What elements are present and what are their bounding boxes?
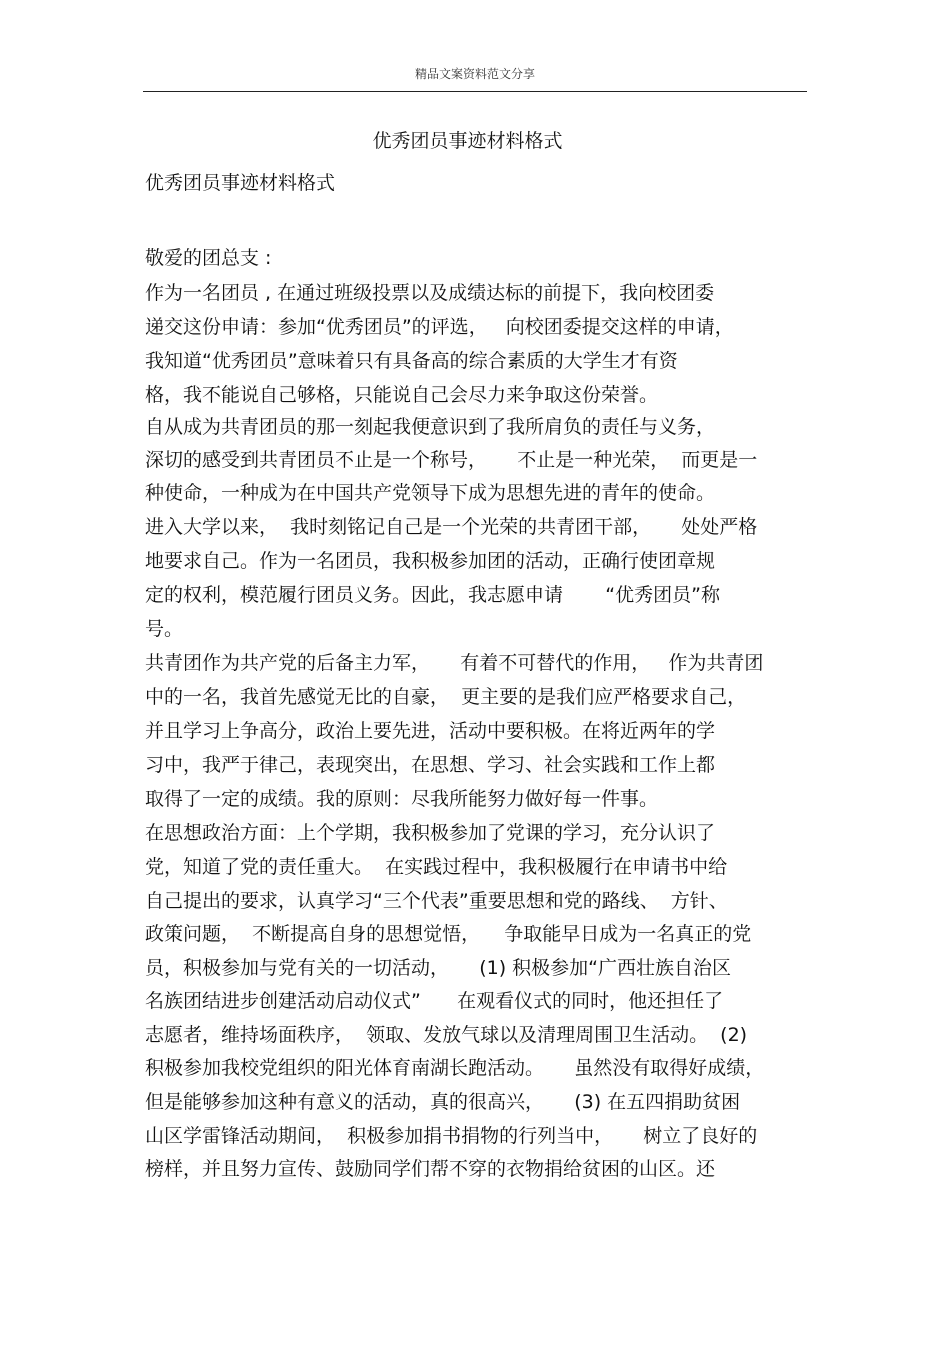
body-line: 定的权利，模范履行团员义务。因此，我志愿申请 “优秀团员”称 <box>145 584 720 606</box>
document-title: 优秀团员事迹材料格式 <box>372 130 563 152</box>
body-line: 敬爱的团总支 : <box>145 247 272 269</box>
body-line: 政策问题， 不断提高自身的思想觉悟， 争取能早日成为一名真正的党 <box>145 923 752 945</box>
body-line: 中的一名，我首先感觉无比的自豪， 更主要的是我们应严格要求自己， <box>145 686 747 708</box>
body-line: 党，知道了党的责任重大。 在实践过程中，我积极履行在申请书中给 <box>145 856 728 878</box>
body-line: 积极参加我校党组织的阳光体育南湖长跑活动。 虽然没有取得好成绩， <box>145 1057 765 1079</box>
body-line: 格，我不能说自己够格，只能说自己会尽力来争取这份荣誉。 <box>145 384 659 406</box>
body-line: 进入大学以来， 我时刻铭记自己是一个光荣的共青团干部， 处处严格 <box>145 516 758 538</box>
body-line: 但是能够参加这种有意义的活动，真的很高兴， (3) 在五四捐助贫困 <box>145 1091 741 1113</box>
body-line: 榜样，并且努力宣传、鼓励同学们帮不穿的衣物捐给贫困的山区。还 <box>145 1158 716 1180</box>
body-line: 员，积极参加与党有关的一切活动， (1) 积极参加“广西壮族自治区 <box>145 957 731 979</box>
body-line: 地要求自己。作为一名团员，我积极参加团的活动，正确行使团章规 <box>145 550 716 572</box>
body-line: 取得了一定的成绩。我的原则：尽我所能努力做好每一件事。 <box>145 788 659 810</box>
body-line: 共青团作为共产党的后备主力军， 有着不可替代的作用， 作为共青团 <box>145 652 764 674</box>
body-line: 种使命，一种成为在中国共产党领导下成为思想先进的青年的使命。 <box>145 482 716 504</box>
body-line: 深切的感受到共青团员不止是一个称号， 不止是一种光荣， 而更是一 <box>145 449 758 471</box>
header-divider <box>143 91 807 92</box>
body-line: 号。 <box>145 618 184 640</box>
body-line: 习中，我严于律己，表现突出，在思想、学习、社会实践和工作上都 <box>145 754 716 776</box>
body-line: 递交这份申请：参加“优秀团员”的评选， 向校团委提交这样的申请， <box>145 316 734 338</box>
body-line: 山区学雷锋活动期间， 积极参加捐书捐物的行列当中， 树立了良好的 <box>145 1125 758 1147</box>
body-line: 我知道“优秀团员”意味着只有具备高的综合素质的大学生才有资 <box>145 350 678 372</box>
body-line: 作为一名团员 , 在通过班级投票以及成绩达标的前提下，我向校团委 <box>145 282 715 304</box>
body-line: 在思想政治方面：上个学期，我积极参加了党课的学习，充分认识了 <box>145 822 716 844</box>
page-header: 精品文案资料范文分享 <box>414 67 535 81</box>
body-line: 名族团结进步创建活动启动仪式” 在观看仪式的同时，他还担任了 <box>145 990 724 1012</box>
body-line: 并且学习上争高分，政治上要先进，活动中要积极。在将近两年的学 <box>145 720 716 742</box>
body-line: 自从成为共青团员的那一刻起我便意识到了我所肩负的责任与义务， <box>145 416 716 438</box>
body-line: 志愿者，维持场面秩序， 领取、发放气球以及清理周围卫生活动。 (2) <box>145 1024 748 1046</box>
body-line: 优秀团员事迹材料格式 <box>145 172 336 194</box>
body-line: 自己提出的要求，认真学习“三个代表”重要思想和党的路线、 方针、 <box>145 890 728 912</box>
